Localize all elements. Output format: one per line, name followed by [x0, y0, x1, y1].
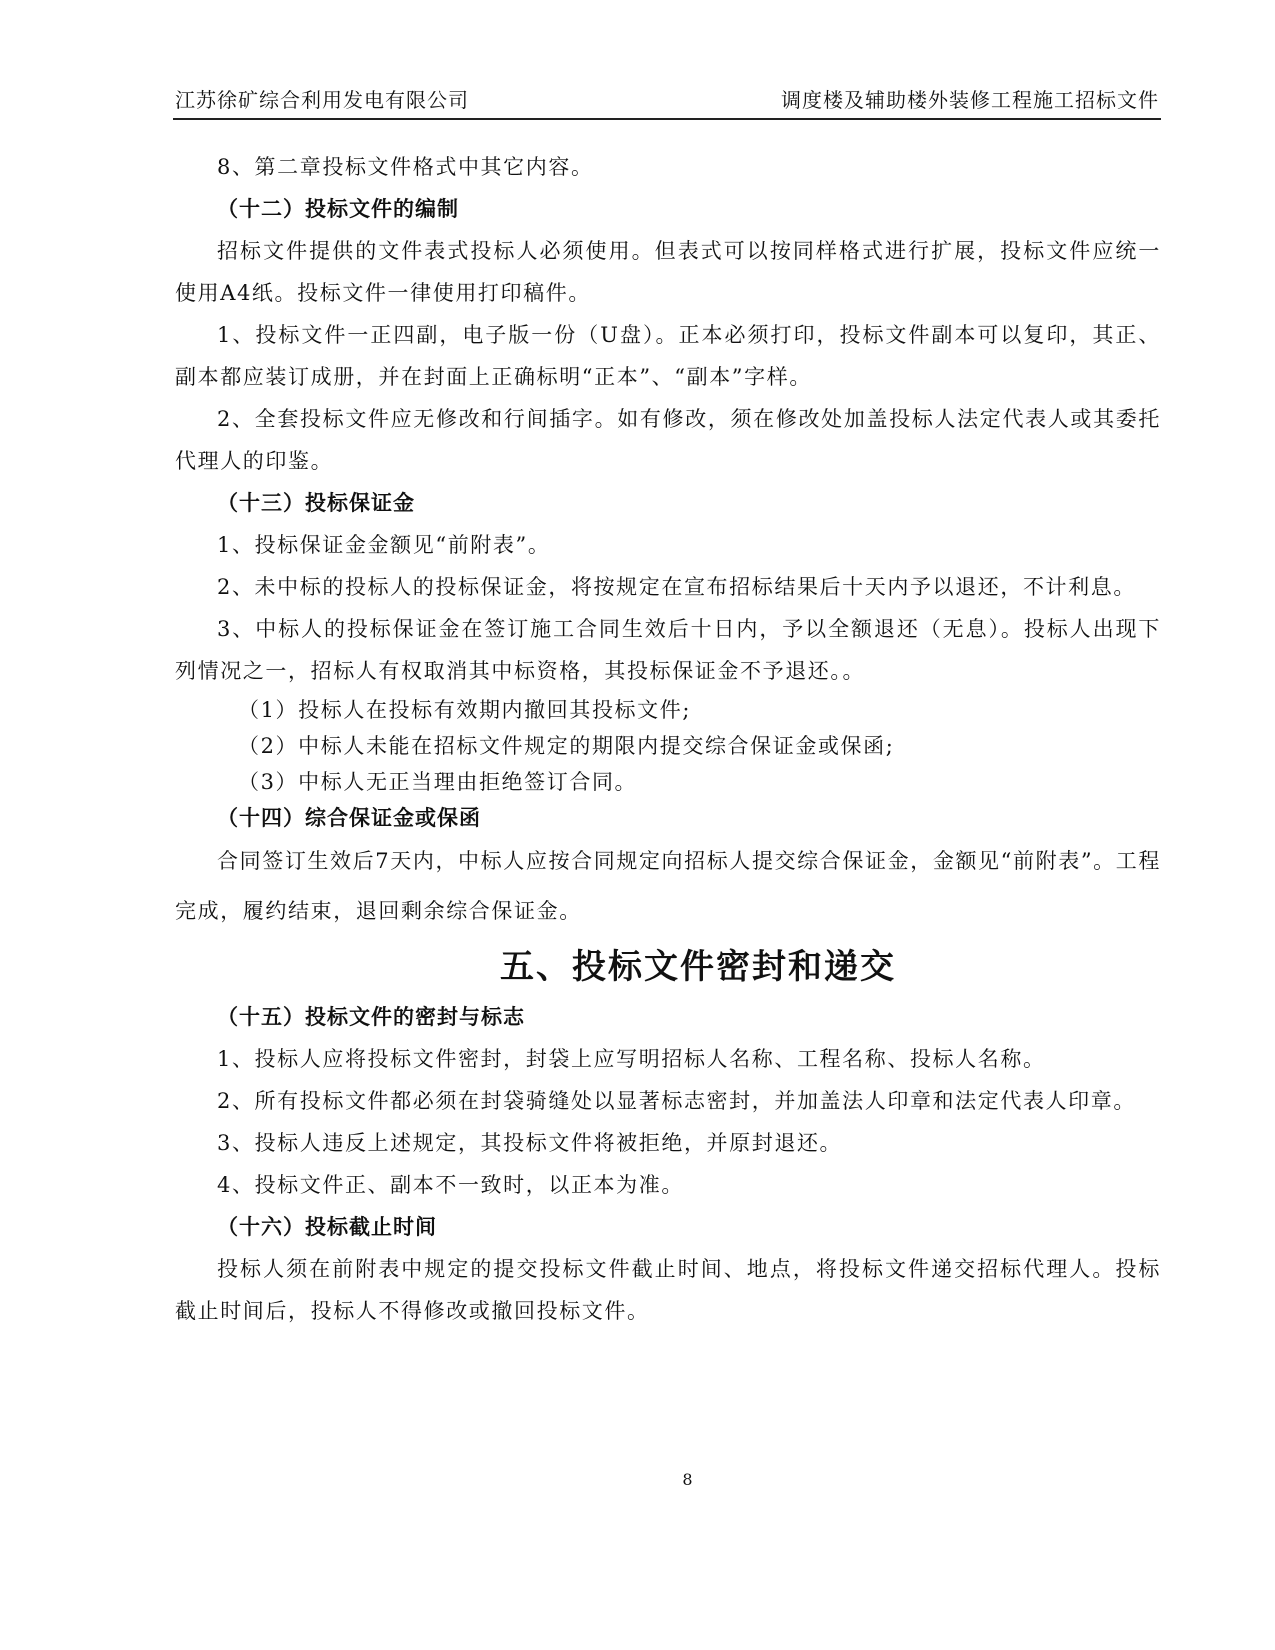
paragraph: 2、全套投标文件应无修改和行间插字。如有修改，须在修改处加盖投标人法定代表人或其委托代理人的印鉴。 — [175, 407, 1161, 473]
header-company: 江苏徐矿综合利用发电有限公司 — [175, 88, 469, 112]
paragraph: 招标文件提供的文件表式投标人必须使用。但表式可以按同样格式进行扩展，投标文件应统一使用A4纸。投标文件一律使用打印稿件。 — [175, 239, 1161, 305]
paragraph: 1、投标文件一正四副，电子版一份（U盘）。正本必须打印，投标文件副本可以复印，其正、副本都应装订成册，并在封面上正确标明“正本”、“副本”字样。 — [175, 323, 1161, 389]
section-heading: （十三）投标保证金 — [217, 491, 415, 515]
list-item: （1）投标人在投标有效期内撤回其投标文件; — [238, 698, 692, 722]
paragraph: 2、所有投标文件都必须在封袋骑缝处以显著标志密封，并加盖法人印章和法定代表人印章。 — [217, 1089, 1136, 1113]
list-item: （2）中标人未能在招标文件规定的期限内提交综合保证金或保函; — [238, 734, 895, 758]
paragraph: 3、中标人的投标保证金在签订施工合同生效后十日内，予以全额退还（无息）。投标人出现下列情况之一，招标人有权取消其中标资格，其投标保证金不予退还。。 — [175, 617, 1161, 683]
page-header — [173, 88, 1161, 120]
section-heading: （十二）投标文件的编制 — [217, 197, 459, 221]
paragraph: 合同签订生效后7天内，中标人应按合同规定向招标人提交综合保证金，金额见“前附表”。工程完成，履约结束，退回剩余综合保证金。 — [175, 849, 1161, 923]
paragraph: 8、第二章投标文件格式中其它内容。 — [217, 155, 594, 179]
paragraph: 投标人须在前附表中规定的提交投标文件截止时间、地点，将投标文件递交招标代理人。投标截止时间后，投标人不得修改或撤回投标文件。 — [175, 1257, 1161, 1323]
document-body — [175, 146, 1161, 1332]
paragraph: 1、投标保证金金额见“前附表”。 — [217, 533, 551, 557]
section-heading: （十五）投标文件的密封与标志 — [217, 1005, 525, 1029]
page-number: 8 — [682, 1470, 693, 1489]
paragraph: 4、投标文件正、副本不一致时，以正本为准。 — [217, 1173, 684, 1197]
paragraph: 2、未中标的投标人的投标保证金，将按规定在宣布招标结果后十天内予以退还，不计利息。 — [217, 575, 1136, 599]
list-item: （3）中标人无正当理由拒绝签订合同。 — [238, 770, 638, 794]
section-heading: （十四）综合保证金或保函 — [217, 806, 481, 830]
header-document-title: 调度楼及辅助楼外装修工程施工招标文件 — [781, 88, 1159, 112]
chapter-title: 五、投标文件密封和递交 — [500, 947, 896, 987]
paragraph: 1、投标人应将投标文件密封，封袋上应写明招标人名称、工程名称、投标人名称。 — [217, 1047, 1046, 1071]
section-heading: （十六）投标截止时间 — [217, 1215, 437, 1239]
paragraph: 3、投标人违反上述规定，其投标文件将被拒绝，并原封退还。 — [217, 1131, 843, 1155]
